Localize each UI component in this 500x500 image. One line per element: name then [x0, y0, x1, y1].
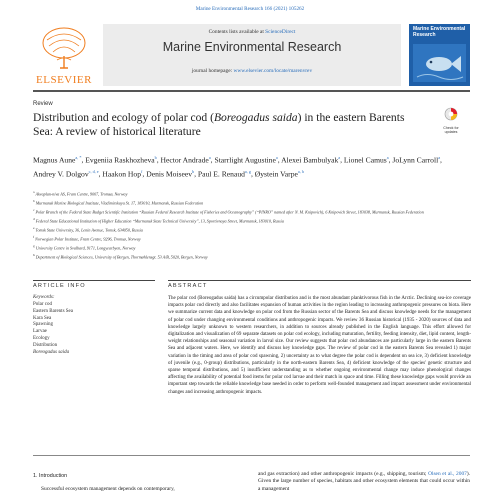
elsevier-tree-icon [39, 26, 89, 70]
affiliation-marker: d [33, 216, 35, 221]
affiliation-text: Tomsk State University, 36, Lenin Avenue, Tomsk, 634050, Russia [34, 227, 143, 233]
author-affiliation-marker[interactable]: a, h [297, 168, 304, 174]
contents-prefix: Contents lists available at [208, 29, 266, 35]
affiliation-marker: b [33, 198, 35, 203]
author-affiliation-marker[interactable]: b [154, 155, 157, 160]
affiliation-marker: a [33, 190, 35, 194]
author-affiliation-marker[interactable]: c, d, e [88, 168, 99, 174]
author-name[interactable]: Alexei Bambulyak [281, 155, 339, 165]
article-type: Review [33, 101, 53, 107]
affiliation [33, 207, 468, 216]
author-name[interactable]: Lionel Camus [343, 155, 387, 165]
keywords-label: Keywords: [33, 295, 55, 300]
publisher-name: ELSEVIER [36, 74, 92, 86]
affiliation [33, 252, 468, 261]
author-affiliation-marker[interactable]: a [338, 155, 341, 160]
keyword-list [33, 302, 73, 356]
author-name[interactable]: JoLynn Carroll [392, 155, 439, 165]
keyword-item: Eastern Barents Sea [33, 308, 73, 314]
journal-homepage-link[interactable]: www.elsevier.com/locate/marenvrev [233, 68, 313, 74]
author-name[interactable]: Starrlight Augustine [214, 155, 276, 165]
keyword-item: Polar cod [33, 302, 53, 307]
journal-cover-thumbnail[interactable] [409, 24, 470, 86]
affiliation-text: Norwegian Polar Institute, Fram Centre, 9296, Tromsø, Norway [34, 236, 141, 242]
intro-right-text-2: ). Given the large number of species, habitats and other ecosystem elements that could occur within a management [258, 471, 470, 492]
affiliation-text: Murmansk Marine Biological Institute, Vladimirskaya St. 17, 183010, Murmansk, Russian Federation [34, 200, 204, 206]
author-name[interactable]: Andrey V. Dolgov [33, 169, 89, 179]
article-title [33, 111, 413, 139]
intro-left-column: Successful ecosystem management depends on contemporary, [41, 486, 175, 492]
elsevier-logo[interactable] [33, 24, 95, 86]
journal-masthead [33, 24, 470, 86]
affiliation-marker: f [33, 234, 35, 239]
author-affiliation-marker[interactable]: a [275, 155, 278, 160]
author-affiliation-marker[interactable]: f [141, 168, 143, 174]
contents-line [103, 29, 401, 35]
cover-fish-image [413, 44, 466, 82]
author-list: Magnus Aune$^{a, *}$, Evgeniia Raskhozheva$^b$, Hector Andrade$^a$, Starrlight Augustine$^a$, Alexei Bambulyak$^a$, Lionel Camus$^a$, JoLynn Carroll$^a$, Andrey V. Dolgov$^{c, d, e}$, Haakon Hop$^f$, Denis Moiseev$^b$, Paul E. Renaud$^{a, g}$, Øystein Varpe$^{a, h}$ [33, 155, 442, 179]
affiliation-marker: e [33, 225, 35, 230]
affiliation-text: Department of Biological Sciences, University of Bergen, Thormøhlensgt. 53 A/B, 5020, Bergen, Norway [34, 254, 208, 260]
affiliation [33, 234, 468, 243]
journal-name: Marine Environmental Research [162, 40, 342, 54]
title-species: Boreogadus saida [213, 111, 298, 124]
affiliation-text: University Centre in Svalbard, 9171, Longyearbyen, Norway [34, 245, 136, 251]
affiliation [33, 243, 468, 252]
affiliation-text: Federal State Educational Institution of Higher Education “Murmansk State Technical University”, 13, Sportivnaya Street, Murmansk, 183010, Russia [34, 218, 284, 224]
keyword-item: Spawning [33, 322, 53, 328]
check-updates-label: Check for updates [443, 126, 459, 134]
author-name[interactable]: Hector Andrade [160, 155, 209, 165]
author-name[interactable]: Magnus Aune [33, 155, 76, 165]
keyword-item: Boreogadus saida [33, 349, 70, 355]
author-name[interactable]: Evgeniia Raskhozheva [85, 155, 155, 165]
keyword-item: Kara Sea [33, 315, 52, 321]
homepage-prefix: journal homepage: [191, 68, 234, 74]
homepage-line [103, 68, 401, 74]
affiliation [33, 198, 468, 207]
intro-right-text-1: and gas extraction) and other anthropogenic impacts (e.g., shipping, tourism; [258, 471, 429, 477]
title-part-1: Distribution and ecology of polar cod ( [33, 111, 214, 124]
affiliation-marker: g [33, 243, 35, 248]
abstract-heading: ABSTRACT [168, 283, 208, 289]
author-name[interactable]: Haakon Hop [102, 169, 142, 179]
keyword-item: Distribution [33, 342, 58, 348]
abstract-text: The polar cod (Boreogadus saida) has a circumpolar distribution and is the most abundant planktivorous fish in the Arctic. Declining sea-ice coverage impacts polar cod directly and also facilitates expansion of human activities in the region leading to increasing anthropogenic pressures on biota. Here we summarize current data and knowledge on polar cod from the Russian sector of the Barents Sea and discuss knowledge needs for the management of polar cod under changing environmental conditions and anthropogenic impacts. We review 36 Russian historical (1935 - 2020) sources of data and knowledge largely unknown to western researchers, in addition to sources already published in the English language. This effort allowed for digitalization and visualization of 69 separate datasets on polar cod ecology, including maturation, fertility, feeding intensity, diet, lipid content, length-weight relationships and seasonal variation in larval size. Our review suggests that polar cod abundances are particularly large in the eastern Barents Sea and adjacent waters. Here, we identify and discuss key knowledge gaps. The review of polar cod in the eastern Barents Sea revealed 1) major variation in the timing and area of polar cod spawning, 2) uncertainty as to what degree the polar cod is dependent on sea ice, 3) deficient knowledge of juvenile (e.g., 0-group) distributions, particularly in the north-eastern Barents Sea, 4) deficient knowledge of the species' genetic structure and sparse temporal distributions, and 5) insufficient understanding as to whether ongoing environmental change may induce phenological changes affecting the availability of potential food items for polar cod larvae and their match in space and time. Filling these knowledge gaps would provide an important step towards the reliable knowledge base needed in order to perform well-founded management and impact assessment under environmental changes and increasing anthropogenic impacts. [168, 296, 471, 395]
journal-header-box [103, 24, 401, 86]
intro-right-column [258, 471, 470, 493]
keyword-item: Larvae [33, 329, 47, 335]
author-affiliation-marker[interactable]: a [386, 155, 389, 160]
affiliation [33, 225, 468, 234]
keyword-item: Ecology [33, 335, 50, 341]
cover-title: Marine Environmental Research [413, 26, 466, 38]
affiliation-marker: c [33, 207, 35, 212]
title-part-2: ) in the eastern Barents Sea: A review of historical literature [33, 111, 405, 138]
affiliation-list [33, 189, 468, 261]
affiliation-text: Polar Branch of the Federal State Budget Scientific Institution “Russian Federal Research Institute of Fisheries and Oceanography” (“PINRO” named after N. M. Knipovich), 6 Knipovich Street, 183038, Murmansk, Russian Federation [34, 209, 424, 215]
running-head[interactable]: Marine Environmental Research 166 (2021) 105262 [195, 6, 305, 12]
affiliation [33, 189, 468, 198]
article-info-heading: ARTICLE INFO [33, 283, 86, 289]
abstract-bottom-rule [33, 455, 470, 456]
sciencedirect-link[interactable]: ScienceDirect [265, 29, 296, 35]
check-updates-icon [444, 107, 458, 121]
author-affiliation-marker[interactable]: a, * [75, 155, 82, 160]
header-divider [33, 90, 470, 92]
check-for-updates-button[interactable] [438, 107, 464, 133]
author-name[interactable]: Øystein Varpe [254, 169, 298, 179]
author-name[interactable]: Denis Moiseev [146, 169, 192, 179]
article-info-rule [33, 280, 155, 281]
author-affiliation-marker[interactable]: a [438, 155, 441, 160]
author-affiliation-marker[interactable]: a [208, 155, 211, 160]
affiliation [33, 216, 468, 225]
abstract-rule [168, 280, 471, 281]
author-name[interactable]: Paul E. Renaud [197, 169, 245, 179]
author-affiliation-marker[interactable]: b [192, 168, 195, 174]
citation-link[interactable]: Olsen et al., 2007 [428, 471, 467, 477]
affiliation-marker: h [33, 252, 35, 257]
introduction-heading: 1. Introduction [33, 473, 68, 479]
affiliation-text: Akvaplan-niva AS, Fram Centre, 9007, Tromsø, Norway [34, 191, 128, 197]
author-affiliation-marker[interactable]: a, g [244, 168, 251, 174]
